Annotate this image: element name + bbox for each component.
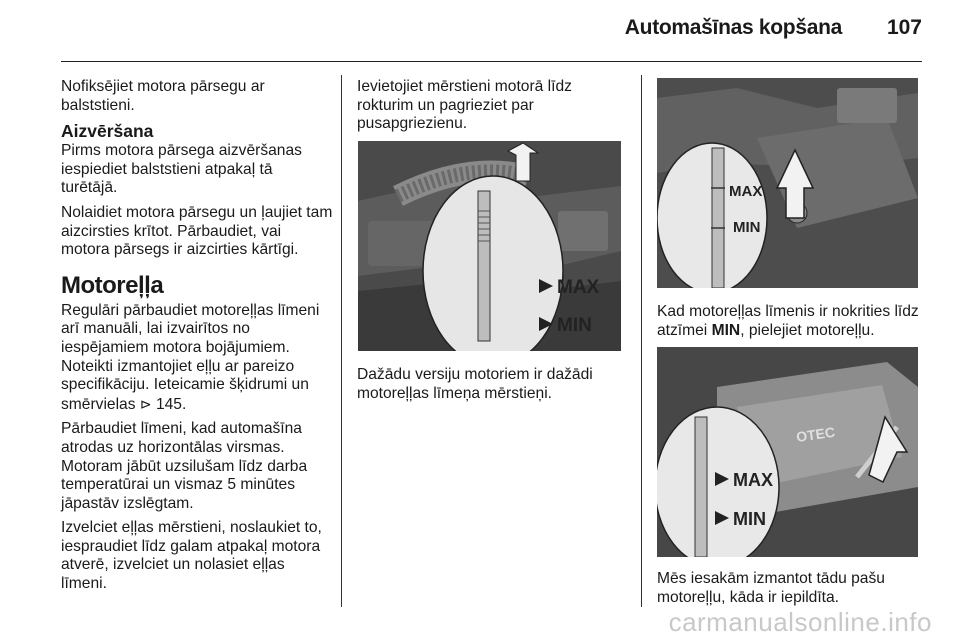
- oil-heading: Motoreļļa: [61, 271, 164, 299]
- fig2-max-label: MAX: [729, 183, 763, 200]
- oil-paragraph-1-text: Regulāri pārbaudiet motoreļļas līmeni arī manuāli, lai izvairītos no iespējamiem motora bojājumiem. Noteikti izmantojiet eļļu ar pareizo specifikāciju. Ieteicamie šķidrumi un smērvielas: [61, 301, 320, 413]
- page-header-title: Automašīnas kopšana: [624, 16, 842, 39]
- oil-paragraph-2: Pārbaudiet līmeni, kad automašīna atrodas uz horizontālas virsmas. Motoram jābūt uzsilušam līdz darba temperatūrai un vismaz 5 minūtes jāpastāv izslēgtam.: [61, 420, 308, 512]
- dipstick-figure-2: [657, 78, 918, 288]
- fig3-max-label: MAX: [733, 470, 773, 490]
- header-rule: [61, 61, 922, 62]
- closing-paragraph-2: Nolaidiet motora pārsegu un ļaujiet tam aizcirsties krītot. Pārbaudiet, vai motora pārsegs ir aizcirties kārtīgi.: [61, 203, 333, 259]
- fig3-min-label: MIN: [733, 509, 766, 529]
- page-reference-number[interactable]: 145.: [155, 395, 187, 413]
- column-divider-left: [341, 75, 342, 607]
- page-number: 107: [886, 16, 922, 39]
- engine-illustration-2: [657, 78, 918, 288]
- oil-recommendation-caption: Mēs iesakām izmantot tādu pašu motoreļļu, kāda ir iepildīta.: [657, 570, 885, 606]
- min-level-instruction: [657, 303, 929, 340]
- dipstick-figure-3: [657, 347, 918, 557]
- fig1-max-label: MAX: [557, 277, 600, 298]
- dipstick-insert-paragraph: Ievietojiet mērstieni motorā līdz rokturim un pagrieziet par pusapgriezienu.: [357, 78, 572, 133]
- closing-heading: Aizvēršana: [61, 121, 154, 142]
- oil-paragraph-3: Izvelciet eļļas mērstieni, noslaukiet to, iespraudiet līdz galam atpakaļ motora atverē, izvelciet un nolasiet eļļas līmeni.: [61, 519, 322, 593]
- closing-paragraph-1: Pirms motora pārsega aizvēršanas iespiediet balststieni atpakaļ tā turētājā.: [61, 142, 302, 197]
- min-level-bold: MIN: [711, 321, 741, 339]
- left-column: [61, 78, 333, 600]
- fig1-min-label: MIN: [557, 315, 592, 336]
- figure-1-caption: Dažādu versiju motoriem ir dažādi motoreļļas līmeņa mērstieņi.: [357, 366, 593, 402]
- oil-paragraph-1: [61, 302, 333, 415]
- min-level-text-after: , pielejiet motoreļļu.: [740, 321, 875, 339]
- engine-cover-label: OTEC: [795, 423, 836, 445]
- min-level-text-before: Kad motoreļļas līmenis ir nokrities līdz atzīmei: [657, 303, 919, 339]
- fig2-min-label: MIN: [733, 219, 761, 236]
- engine-illustration: [358, 141, 621, 351]
- engine-illustration-3: [657, 347, 918, 557]
- intro-paragraph: Nofiksējiet motora pārsegu ar balststieni.: [61, 78, 265, 114]
- watermark: carmanualsonline.info: [668, 607, 932, 637]
- dipstick-figure-1: [358, 141, 621, 351]
- column-divider-right: [641, 75, 642, 607]
- page-reference-arrow-icon: ⊳: [139, 395, 152, 412]
- middle-column-text: [357, 78, 629, 140]
